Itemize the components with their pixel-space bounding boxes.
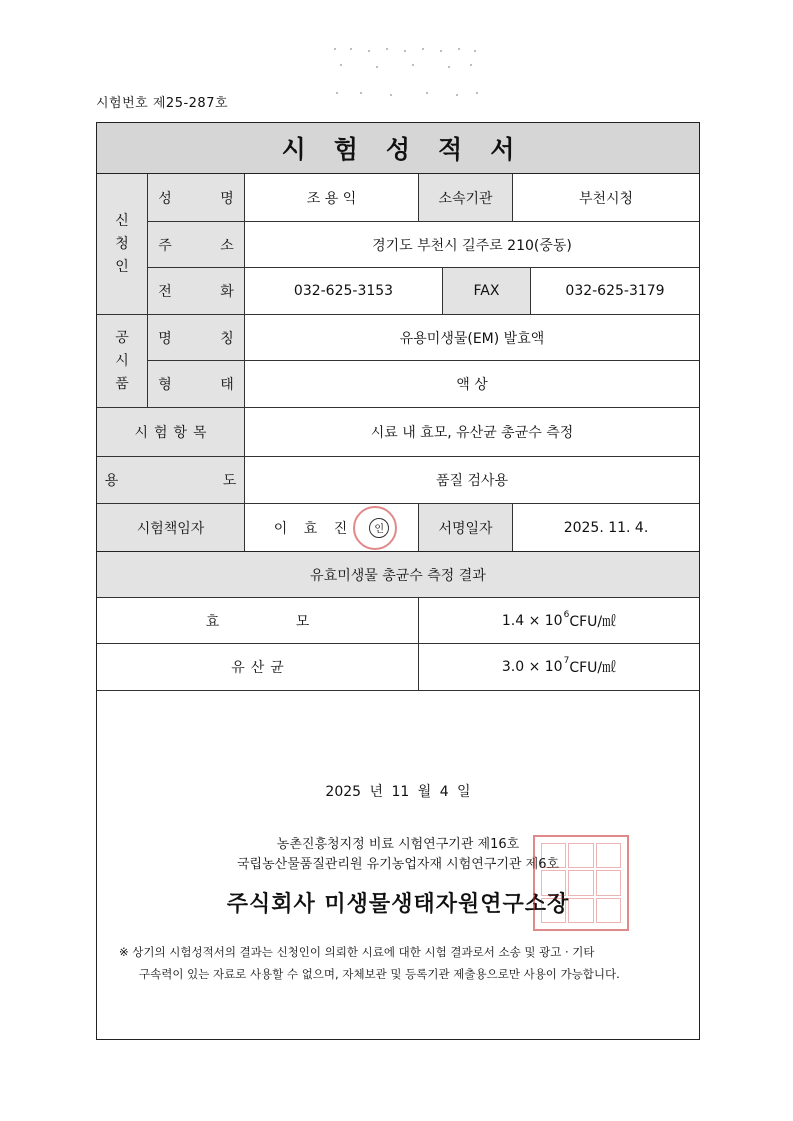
sample-section-label: 공 시 품 — [97, 315, 147, 408]
seal-mark: 인 — [369, 518, 389, 538]
fax-label: FAX — [442, 268, 530, 314]
purpose-value: 품질 검사용 — [244, 457, 699, 503]
affiliation-value: 부천시청 — [512, 174, 699, 221]
sign-date-label: 서명일자 — [418, 504, 512, 551]
test-number: 시험번호 제25-287호 — [96, 96, 229, 111]
address-value: 경기도 부천시 길주로 210(중동) — [244, 222, 699, 267]
sign-date-value: 2025. 11. 4. — [512, 504, 699, 551]
institution-designation-1: 농촌진흥청지정 비료 시험연구기관 제16호 — [276, 837, 520, 852]
form-value: 액 상 — [244, 361, 699, 407]
results-header: 유효미생물 총균수 측정 결과 — [97, 552, 699, 597]
document-title: 시험성적서 — [281, 135, 543, 164]
result-value: 3.0 × 10 7 CFU/㎖ — [418, 644, 699, 690]
title-row — [97, 123, 699, 174]
phone-label: 전 화 — [158, 284, 256, 300]
result-label: 효 모 — [205, 613, 346, 630]
result-row-lactic — [97, 644, 699, 691]
test-items-label: 시험항목 — [134, 425, 213, 441]
product-label: 명 칭 — [158, 330, 256, 347]
affiliation-label: 소속기관 — [418, 174, 512, 221]
supervisor-value: 이 효 진 — [273, 520, 354, 537]
organization-name: 주식회사 미생물생태자원연구소장 — [226, 892, 570, 917]
official-seal-stamp — [533, 835, 629, 931]
result-label: 유산균 — [231, 660, 290, 676]
result-row-yeast — [97, 598, 699, 644]
applicant-address-row — [97, 222, 699, 268]
test-report-sheet — [96, 122, 700, 1040]
notice-line-2: 구속력이 있는 자료로 사용할 수 없으며, 자체보관 및 등록기관 제출용으로만 사용이 가능합니다. — [139, 967, 620, 981]
product-value: 유용미생물(EM) 발효액 — [244, 315, 699, 360]
name-value: 조 용 익 — [244, 174, 418, 221]
applicant-section-label: 신 청 인 — [97, 174, 147, 315]
supervisor-label: 시험책임자 — [97, 504, 244, 551]
form-label: 형 태 — [158, 377, 256, 393]
personal-seal-stamp — [353, 506, 397, 550]
applicant-name-row — [97, 174, 699, 222]
scan-noise — [330, 44, 480, 99]
sample-form-row — [97, 361, 699, 408]
phone-value: 032-625-3153 — [244, 268, 442, 314]
test-items-value: 시료 내 효모, 유산균 총균수 측정 — [244, 408, 699, 456]
purpose-label: 용 도 — [104, 473, 287, 489]
notice — [119, 941, 681, 985]
notice-line-1: ※ 상기의 시험성적서의 결과는 신청인이 의뢰한 시료에 대한 시험 결과로서 소송 및 광고 · 기타 — [119, 945, 595, 959]
fax-value: 032-625-3179 — [530, 268, 699, 314]
results-header-row — [97, 552, 699, 598]
purpose-row — [97, 457, 699, 504]
test-items-row — [97, 408, 699, 457]
institution-designation-2: 국립농산물품질관리원 유기농업자재 시험연구기관 제6호 — [236, 857, 560, 872]
applicant-phone-row — [97, 268, 699, 315]
sample-name-row — [97, 315, 699, 361]
name-label: 성 명 — [158, 190, 256, 207]
issue-date: 2025 년 11 월 4 일 — [325, 784, 471, 800]
supervisor-row — [97, 504, 699, 552]
result-value: 1.4 × 10 6 CFU/㎖ — [418, 598, 699, 643]
address-label: 주 소 — [158, 237, 256, 254]
